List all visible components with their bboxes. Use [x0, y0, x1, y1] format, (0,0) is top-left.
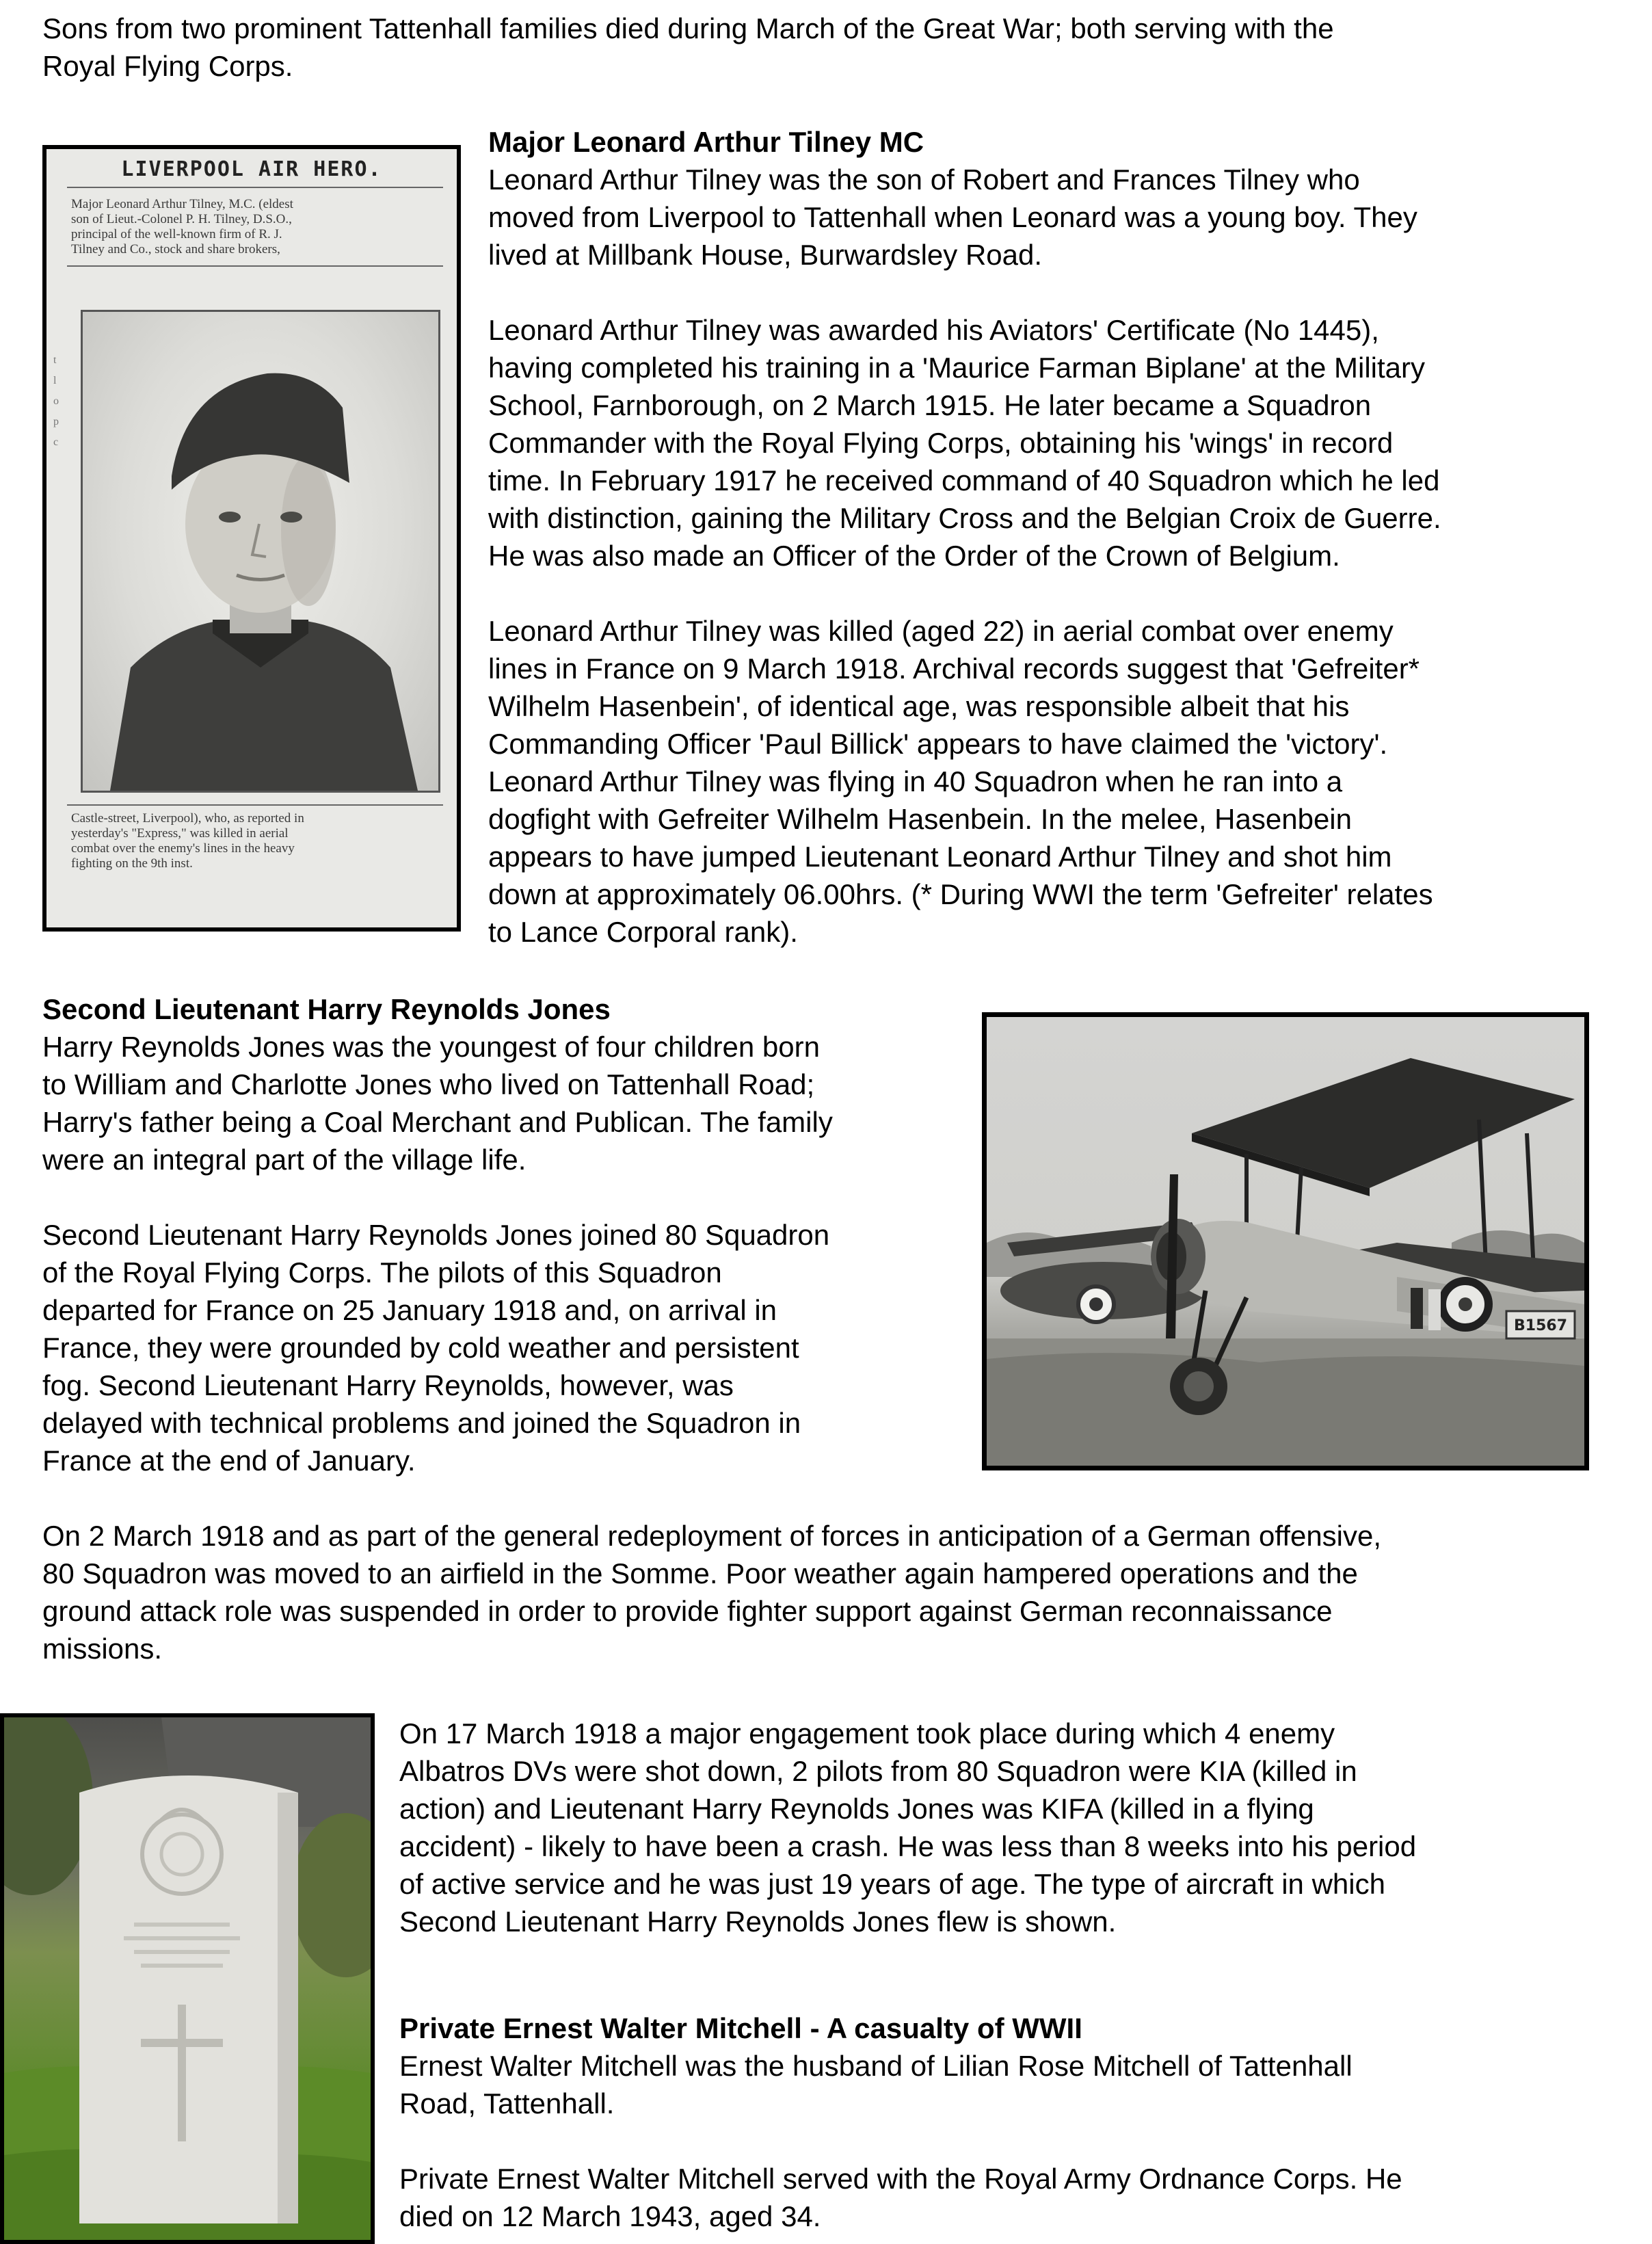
paragraph-line: action) and Lieutenant Harry Reynolds Jones was KIFA (killed in a flying	[399, 1793, 1314, 1825]
paragraph-line: France at the end of January.	[42, 1444, 416, 1477]
tilney-section	[488, 123, 1441, 951]
paragraph-line: missions.	[42, 1633, 163, 1665]
paragraph-line: appears to have jumped Lieutenant Leonard Arthur Tilney and shot him	[488, 841, 1392, 873]
gravestone-illustration	[4, 1717, 371, 2240]
paragraph-line: departed for France on 25 January 1918 and, on arrival in	[42, 1294, 777, 1326]
paragraph-line: Second Lieutenant Harry Reynolds Jones flew is shown.	[399, 1905, 1117, 1938]
paragraph-line: He was also made an Officer of the Order of the Crown of Belgium.	[488, 540, 1340, 572]
paragraph-line: were an integral part of the village life.	[42, 1144, 527, 1176]
paragraph-line: delayed with technical problems and joined the Squadron in	[42, 1407, 801, 1439]
paragraph-line: 80 Squadron was moved to an airfield in the Somme. Poor weather again hampered operations and the	[42, 1557, 1358, 1589]
clipping-caption-line: yesterday's "Express," was killed in aerial	[71, 826, 289, 841]
paragraph-line: lines in France on 9 March 1918. Archival records suggest that 'Gefreiter*	[488, 652, 1420, 685]
jones-continued-section	[399, 1715, 1416, 1940]
paragraph-line: On 2 March 1918 and as part of the general redeployment of forces in anticipation of a German offensive,	[42, 1520, 1382, 1552]
section-heading: Second Lieutenant Harry Reynolds Jones	[42, 993, 611, 1025]
paragraph-line: to William and Charlotte Jones who lived on Tattenhall Road;	[42, 1068, 815, 1100]
paragraph-line: having completed his training in a 'Maurice Farman Biplane' at the Military	[488, 352, 1426, 384]
paragraph-line: Private Ernest Walter Mitchell served with the Royal Army Ordnance Corps. He	[399, 2163, 1402, 2195]
clipping-caption-line: Major Leonard Arthur Tilney, M.C. (eldest	[71, 197, 293, 211]
paragraph-line: with distinction, gaining the Military Cross and the Belgian Croix de Guerre.	[488, 502, 1441, 534]
clipping-caption-line: principal of the well-known firm of R. J.	[71, 227, 282, 241]
paragraph-line: down at approximately 06.00hrs. (* During WWI the term 'Gefreiter' relates	[488, 878, 1433, 910]
paragraph-line: moved from Liverpool to Tattenhall when Leonard was a young boy. They	[488, 201, 1417, 233]
paragraph-line: Leonard Arthur Tilney was killed (aged 22) in aerial combat over enemy	[488, 615, 1394, 647]
section-heading: Major Leonard Arthur Tilney MC	[488, 126, 924, 158]
paragraph-line: of the Royal Flying Corps. The pilots of this Squadron	[42, 1256, 722, 1289]
clipping-rule	[67, 187, 443, 188]
section-heading: Private Ernest Walter Mitchell - A casualty of WWII	[399, 2012, 1082, 2044]
clipping-caption-line: Castle-street, Liverpool), who, as reported in	[71, 811, 304, 826]
clipping-caption-line: son of Lieut.-Colonel P. H. Tilney, D.S.O.,	[71, 212, 292, 226]
paragraph-line: accident) - likely to have been a crash. He was less than 8 weeks into his period	[399, 1830, 1417, 1862]
clipping-caption-line: combat over the enemy's lines in the heavy	[71, 841, 295, 856]
clipping-caption-line: fighting on the 9th inst.	[71, 856, 193, 871]
clipping-caption-top	[71, 197, 442, 257]
paragraph-line: Commander with the Royal Flying Corps, obtaining his 'wings' in record	[488, 427, 1394, 459]
clipping-caption-line: Tilney and Co., stock and share brokers,	[71, 242, 280, 256]
paragraph-line: Harry Reynolds Jones was the youngest of four children born	[42, 1031, 820, 1063]
paragraph-line: Commanding Officer 'Paul Billick' appears to have claimed the 'victory'.	[488, 728, 1388, 760]
gravestone-photo	[0, 1713, 375, 2244]
mitchell-section	[399, 2009, 1402, 2235]
paragraph-line: of active service and he was just 19 years of age. The type of aircraft in which	[399, 1868, 1385, 1900]
paragraph-line: France, they were grounded by cold weather and persistent	[42, 1332, 799, 1364]
intro-text	[42, 10, 1334, 85]
paragraph-line: School, Farnborough, on 2 March 1915. He later became a Squadron	[488, 389, 1372, 421]
intro-line: Sons from two prominent Tattenhall families died during March of the Great War; both serving with the	[42, 12, 1334, 44]
paragraph-line: Harry's father being a Coal Merchant and Publican. The family	[42, 1106, 833, 1138]
paragraph-line: lived at Millbank House, Burwardsley Road.	[488, 239, 1043, 271]
biplane-photo	[982, 1012, 1589, 1470]
paragraph-line: dogfight with Gefreiter Wilhelm Hasenbein. In the melee, Hasenbein	[488, 803, 1352, 835]
intro-line: Royal Flying Corps.	[42, 50, 293, 82]
paragraph-line: to Lance Corporal rank).	[488, 916, 798, 948]
clipping-title: LIVERPOOL AIR HERO.	[121, 157, 382, 181]
paragraph-line: Second Lieutenant Harry Reynolds Jones joined 80 Squadron	[42, 1219, 830, 1251]
paragraph-line: time. In February 1917 he received command of 40 Squadron which he led	[488, 464, 1440, 497]
paragraph-line: Leonard Arthur Tilney was flying in 40 Squadron when he ran into a	[488, 765, 1343, 797]
newspaper-clipping-image: LIVERPOOL AIR HERO. Major Leonard Arthur Tilney, M.C. (eldest son of Lieut.-Colonel P. H. Tilney, D.S.O., principal of the well-known firm of R. J. Tilney and Co., stock and share brokers, t l o p c Castle-street, Liverpool), who, as reported in yesterday's "Express," was killed in aerial combat over the enemy's lines in the heavy fighting on the 9th inst.	[42, 145, 461, 932]
clipping-rule	[67, 804, 443, 806]
portrait-photo	[81, 310, 440, 793]
serial-number: B1567	[1514, 1317, 1567, 1334]
paragraph-line: Ernest Walter Mitchell was the husband of Lilian Rose Mitchell of Tattenhall	[399, 2050, 1353, 2082]
paragraph-line: fog. Second Lieutenant Harry Reynolds, however, was	[42, 1369, 734, 1401]
portrait-illustration	[83, 312, 438, 791]
clipping-rule	[67, 265, 443, 267]
paragraph-line: Leonard Arthur Tilney was the son of Robert and Frances Tilney who	[488, 163, 1360, 196]
paragraph-line: Albatros DVs were shot down, 2 pilots from 80 Squadron were KIA (killed in	[399, 1755, 1357, 1787]
paragraph-line: Road, Tattenhall.	[399, 2087, 615, 2120]
paragraph-line: Leonard Arthur Tilney was awarded his Aviators' Certificate (No 1445),	[488, 314, 1379, 346]
paragraph-line: Wilhelm Hasenbein', of identical age, was responsible albeit that his	[488, 690, 1350, 722]
biplane-illustration	[987, 1017, 1584, 1466]
paragraph-line: On 17 March 1918 a major engagement took place during which 4 enemy	[399, 1717, 1335, 1750]
paragraph-line: died on 12 March 1943, aged 34.	[399, 2200, 821, 2232]
clipping-caption-bottom	[71, 811, 442, 871]
paragraph-line: ground attack role was suspended in order to provide fighter support against German reconnaissance	[42, 1595, 1333, 1627]
